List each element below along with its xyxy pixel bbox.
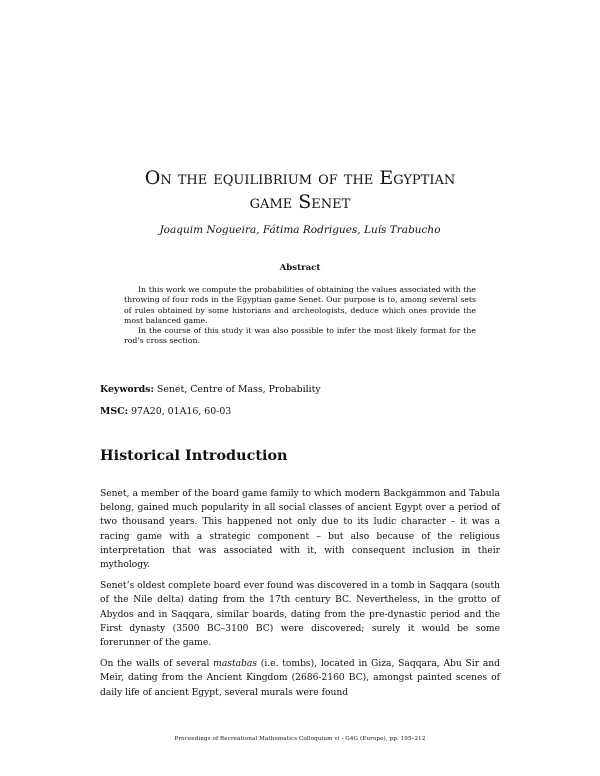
body-paragraph: [100, 657, 500, 700]
body-paragraph: Senet’s oldest complete board ever found was discovered in a tomb in Saqqara (south of the Nile delta) dating from the 17th century BC. Nevertheless, in the grotto of Abydos and in Saqqara, similar boards, dating from the pre-dynastic period and the First dynasty (3500 BC–3100 BC) were discovered; surely it would be some forerunner of the game.: [100, 581, 500, 649]
title-line-2: game Senet: [249, 191, 351, 213]
page-footer: Proceedings of Recreational Mathematics Colloquium vi - G4G (Europe), pp. 195–212: [174, 736, 426, 742]
keywords-value: Senet, Centre of Mass, Probability: [156, 384, 321, 395]
section-title: Historical Introduction: [100, 447, 288, 464]
title-line-1: On the equilibrium of the Egyptian: [144, 167, 456, 189]
abstract-paragraph: In the course of this study it was also possible to infer the most likely format for the rod’s cross section.: [124, 326, 476, 346]
authors: Joaquim Nogueira, Fátima Rodrigues, Luís Trabucho: [159, 224, 441, 236]
paper-title: [100, 166, 500, 214]
abstract: [124, 285, 476, 347]
body-paragraph: Senet, a member of the board game family to which modern Backgammon and Tabula belong, gained much popularity in all social classes of ancient Egypt over a period of two thousand years. This happened not only due to its ludic character – it was a racing game with a strategic component – but also because of the religious interpretation that was associated with it, with consequent inclusion in their mythology.: [100, 489, 500, 571]
para3-before: On the walls of several: [100, 659, 214, 670]
keywords-label: Keywords:: [100, 384, 154, 395]
mastabas-term: mastabas: [213, 659, 258, 670]
body-text: [100, 487, 500, 707]
msc-codes: [100, 406, 500, 417]
keywords: [100, 384, 500, 395]
msc-value: 97A20, 01A16, 60-03: [131, 406, 232, 417]
para3-after: (i.e. tombs), located in Giza, Saqqara, Abu Sir and Meir, dating from the Ancient Kingdom (2686-2160 BC), amongst painted scenes of daily life of ancient Egypt, several murals were found: [100, 659, 500, 698]
msc-label: MSC:: [100, 406, 129, 417]
abstract-paragraph: In this work we compute the probabilities of obtaining the values associated with the throwing of four rods in the Egyptian game Senet. Our purpose is to, among several sets of rules obtained by some historians and archeologists, deduce which ones provide the most balanced game.: [124, 285, 476, 325]
abstract-heading: Abstract: [279, 263, 321, 273]
